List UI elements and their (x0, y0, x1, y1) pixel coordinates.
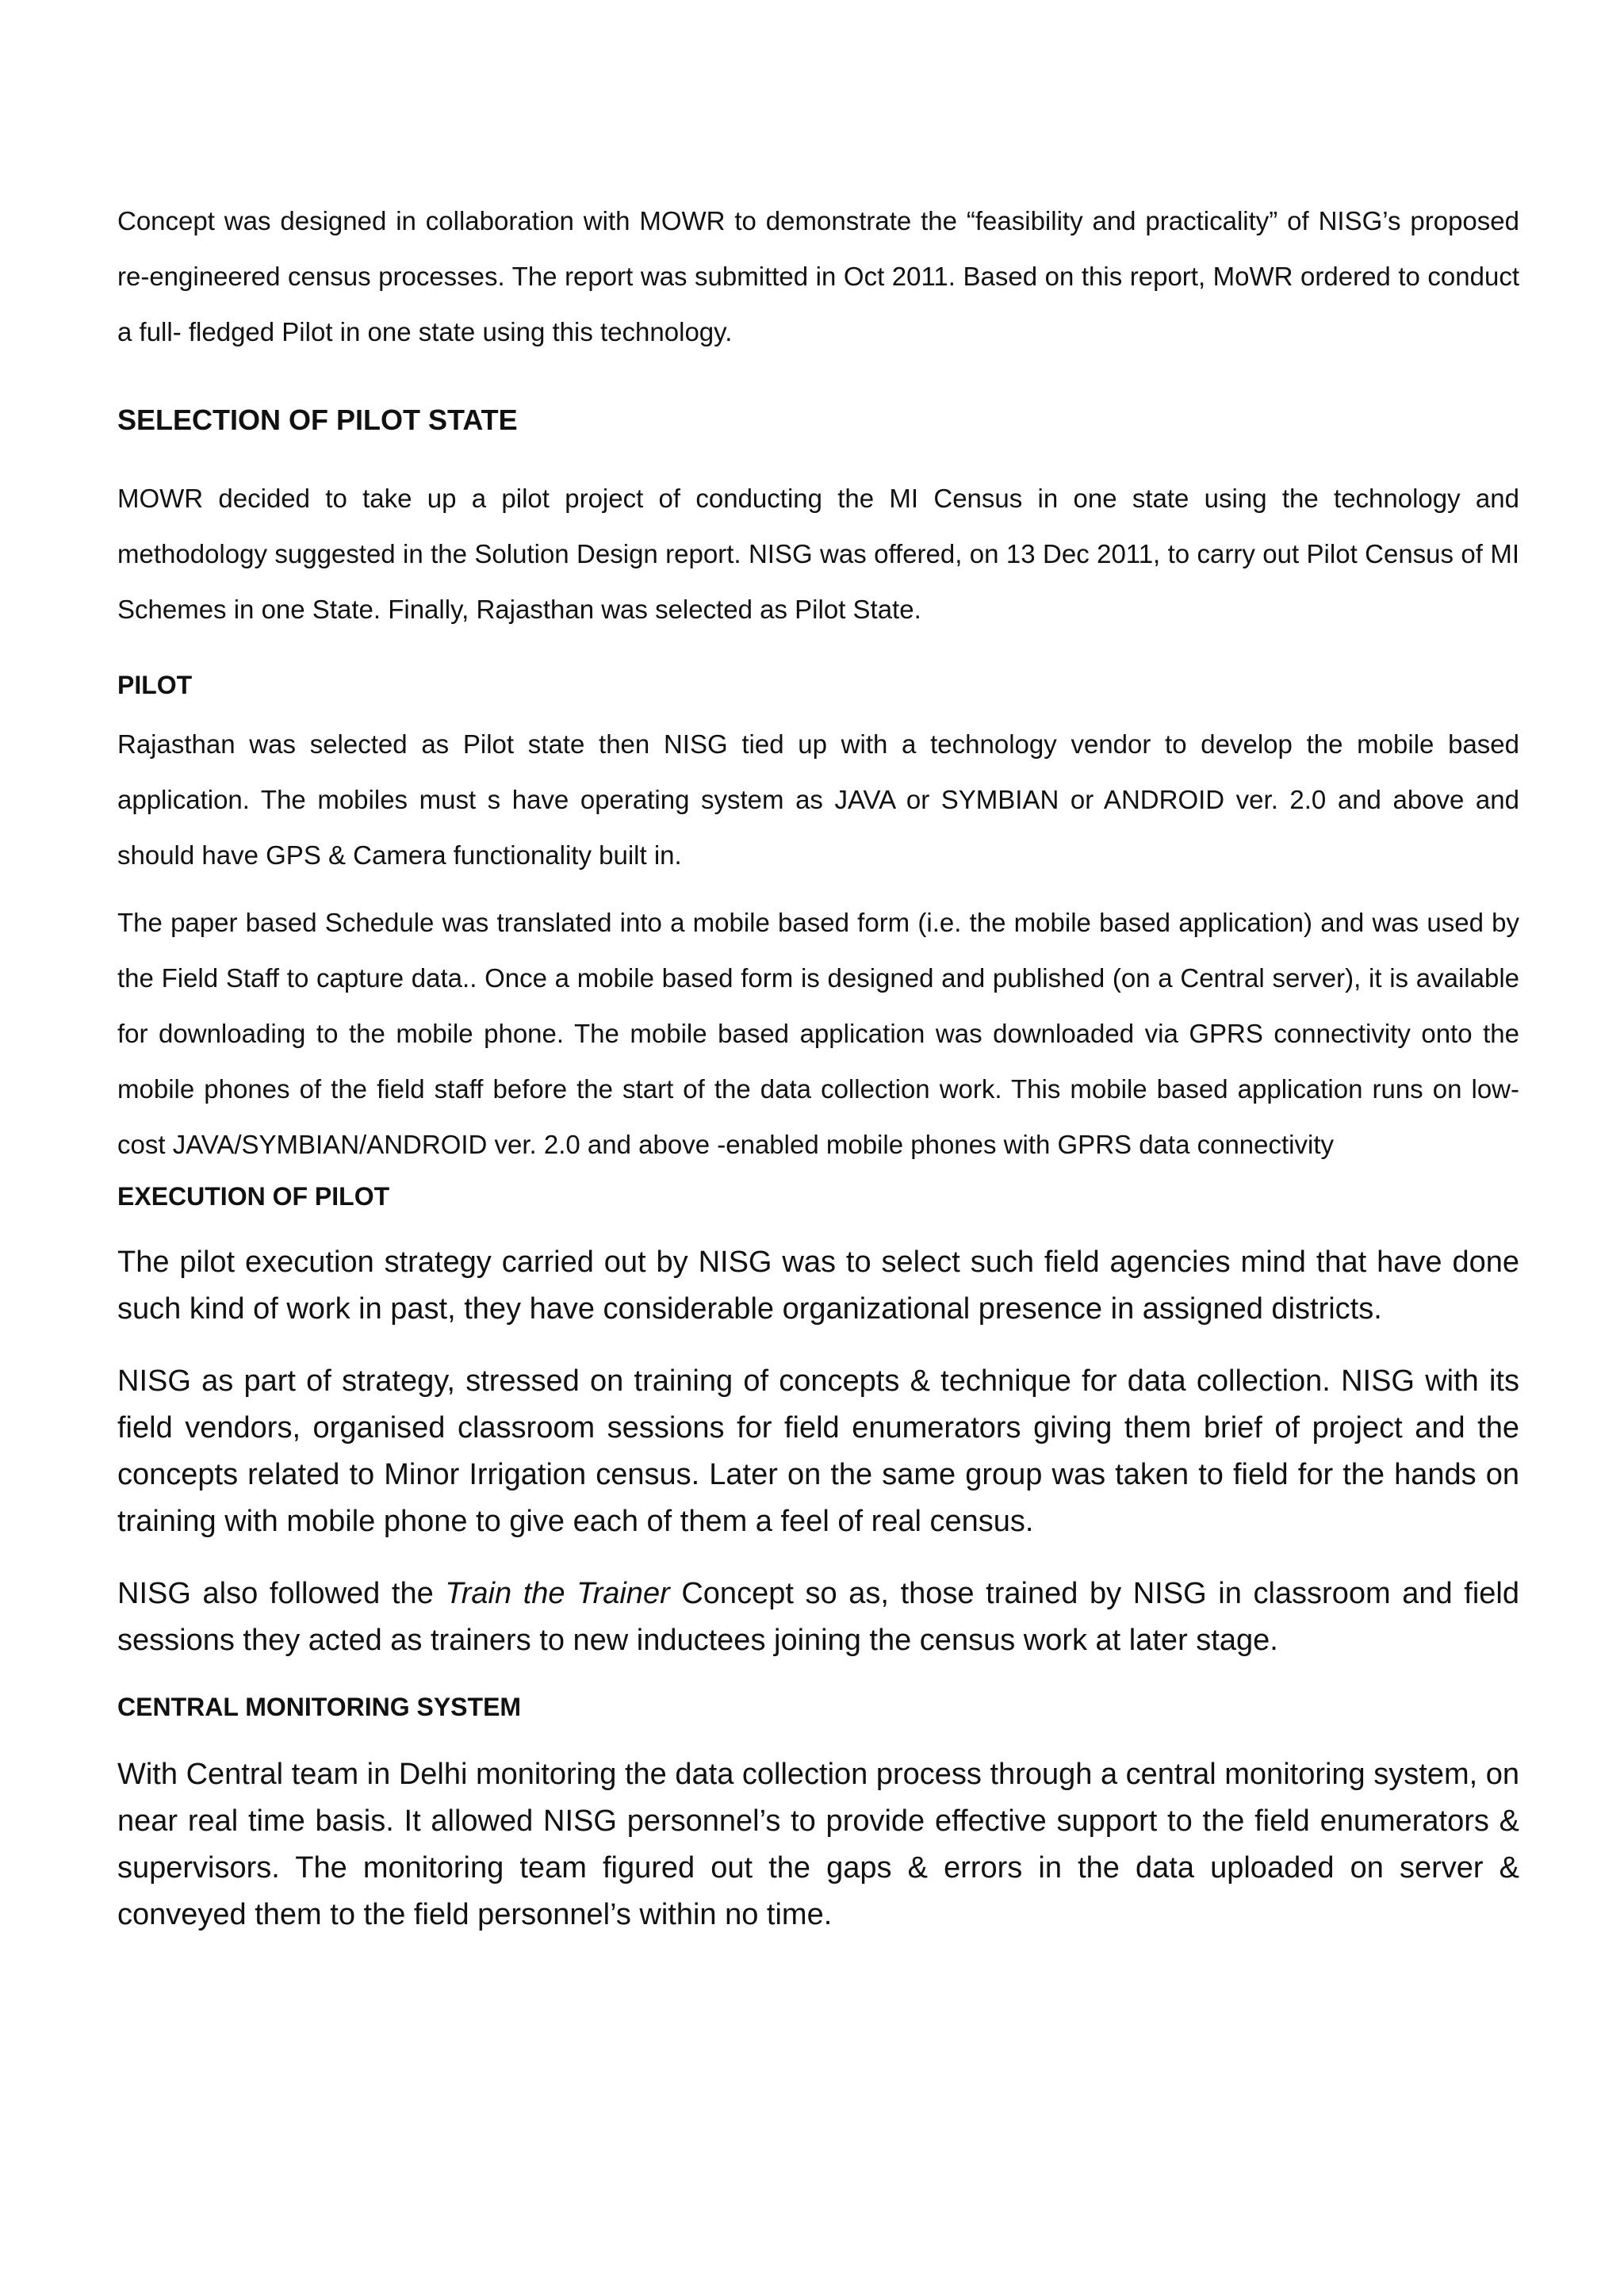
train-the-trainer-italic: Train the Trainer (445, 1577, 670, 1610)
pilot-paragraph-2: The paper based Schedule was translated into a mobile based form (i.e. the mobile based application) and was used by the Field Staff to capture data.. Once a mobile based form is designed and published (on a Central server), it is available for downloading to the mobile phone. The mobile based application was downloaded via GPRS connectivity onto the mobile phones of the field staff before the start of the data collection work. This mobile based application runs on low-cost JAVA/SYMBIAN/ANDROID ver. 2.0 and above -enabled mobile phones with GPRS data connectivity (117, 908, 1519, 1159)
execution-paragraph-3-part-2: Concept so as, those trained by NISG in classroom and field sessions they acted as trainers to new inductees joining the census work at later stage. (117, 1577, 1519, 1657)
execution-heading: EXECUTION OF PILOT (117, 1182, 390, 1211)
execution-paragraph-2: NISG as part of strategy, stressed on training of concepts & technique for data collection. NISG with its field vendors, organised classroom sessions for field enumerators giving them brief of project and the concepts related to Minor Irrigation census. Later on the same group was taken to field for the hands on training with mobile phone to give each of them a feel of real census. (117, 1364, 1519, 1538)
monitoring-paragraph: With Central team in Delhi monitoring the data collection process through a central monitoring system, on near real time basis. It allowed NISG personnel’s to provide effective support to the field enumerators & supervisors. The monitoring team figured out the gaps & errors in the data uploaded on server & conveyed them to the field personnel’s within no time. (117, 1758, 1519, 1931)
pilot-paragraph-1: Rajasthan was selected as Pilot state then NISG tied up with a technology vendor to develop the mobile based application. The mobiles must s have operating system as JAVA or SYMBIAN or ANDROID ver. 2.0 and above and should have GPS & Camera functionality built in. (117, 729, 1519, 870)
monitoring-heading: CENTRAL MONITORING SYSTEM (117, 1693, 522, 1721)
selection-heading: SELECTION OF PILOT STATE (117, 404, 518, 436)
execution-paragraph-3 (117, 1571, 1519, 1664)
intro-paragraph: Concept was designed in collaboration with MOWR to demonstrate the “feasibility and practicality” of NISG’s proposed re-engineered census processes. The report was submitted in Oct 2011. Based on this report, MoWR ordered to conduct a full- fledged Pilot in one state using this technology. (117, 206, 1519, 346)
execution-paragraph-1: The pilot execution strategy carried out by NISG was to select such field agencies mind that have done such kind of work in past, they have considerable organizational presence in assigned districts. (117, 1246, 1519, 1326)
document-page (117, 193, 1519, 1938)
selection-paragraph: MOWR decided to take up a pilot project of conducting the MI Census in one state using the technology and methodology suggested in the Solution Design report. NISG was offered, on 13 Dec 2011, to carry out Pilot Census of MI Schemes in one State. Finally, Rajasthan was selected as Pilot State. (117, 484, 1519, 624)
pilot-heading: PILOT (117, 671, 193, 699)
execution-paragraph-3-part-1: NISG also followed the (117, 1577, 446, 1610)
